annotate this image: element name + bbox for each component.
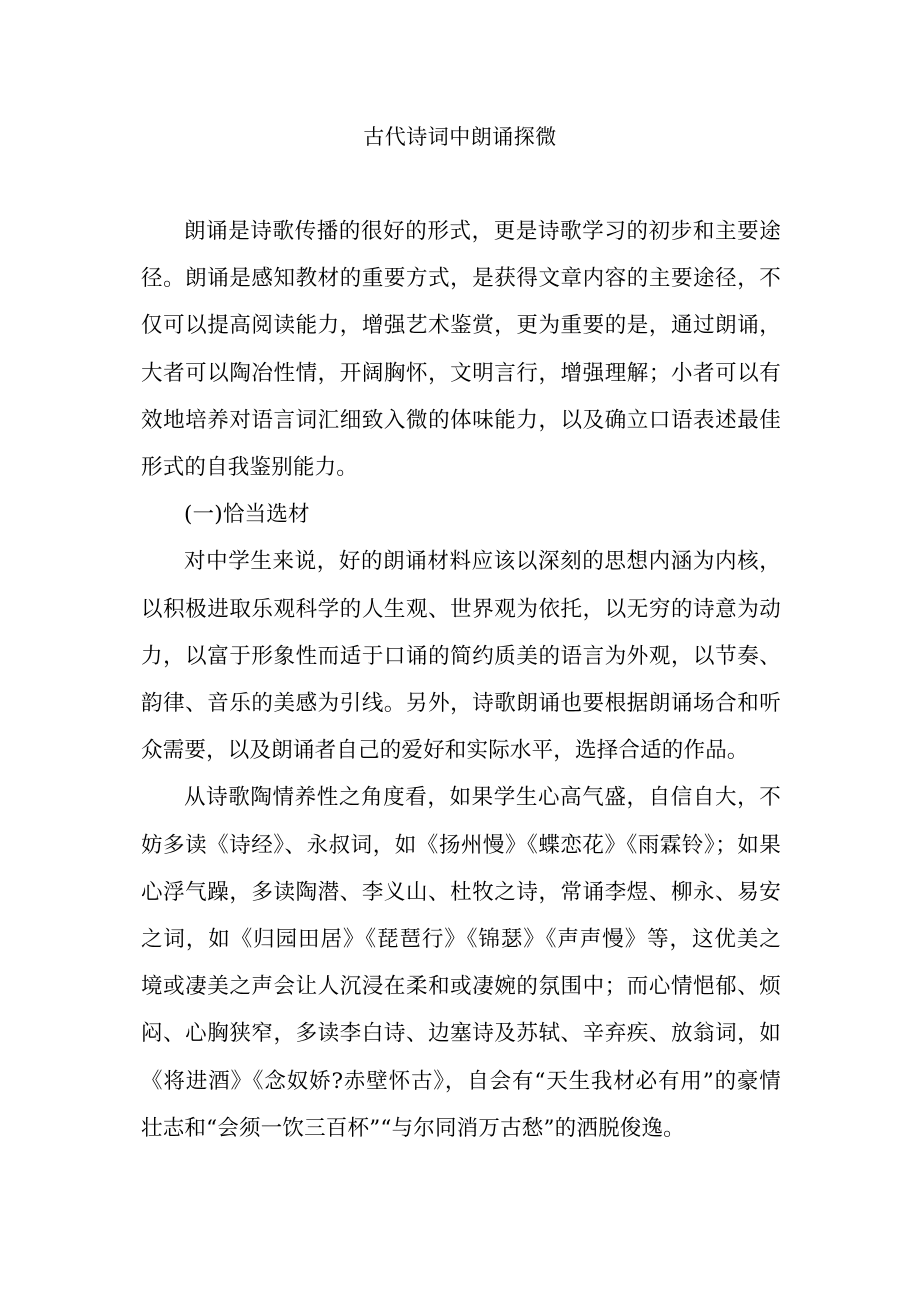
- document-title: 古代诗词中朗诵探微: [363, 125, 557, 149]
- section-heading: (一)恰当选材: [184, 502, 310, 528]
- paragraph-intro: 朗诵是诗歌传播的很好的形式，更是诗歌学习的初步和主要途径。朗诵是感知教材的重要方式，是获得文章内容的主要途径，不仅可以提高阅读能力，增强艺术鉴赏，更为重要的是，通过朗诵，大者可以陶冶性情，开阔胸怀，文明言行，增强理解；小者可以有效地培养对语言词汇细致入微的体味能力，以及确立口语表述最佳形式的自我鉴别能力。: [141, 219, 781, 481]
- paragraph-material: 对中学生来说，好的朗诵材料应该以深刻的思想内涵为内核，以积极进取乐观科学的人生观、世界观为依托，以无穷的诗意为动力，以富于形象性而适于口诵的简约质美的语言为外观，以节奏、韵律、音乐的美感为引线。另外，诗歌朗诵也要根据朗诵场合和听众需要，以及朗诵者自己的爱好和实际水平，选择合适的作品。: [141, 549, 781, 764]
- paragraph-temperament: 从诗歌陶情养性之角度看，如果学生心高气盛，自信自大，不妨多读《诗经》、永叔词，如《扬州慢》《蝶恋花》《雨霖铃》；如果心浮气躁，多读陶潜、李义山、杜牧之诗，常诵李煜、柳永、易安之词，如《归园田居》《琵琶行》《锦瑟》《声声慢》等，这优美之境或凄美之声会让人沉浸在柔和或凄婉的氛围中；而心情悒郁、烦闷、心胸狭窄，多读李白诗、边塞诗及苏轼、辛弃疾、放翁词，如《将进酒》《念奴娇?赤壁怀古》，自会有“天生我材必有用”的豪情壮志和“会须一饮三百杯”“与尔同消万古愁”的洒脱俊逸。: [141, 785, 781, 1141]
- document-body: [141, 208, 781, 1152]
